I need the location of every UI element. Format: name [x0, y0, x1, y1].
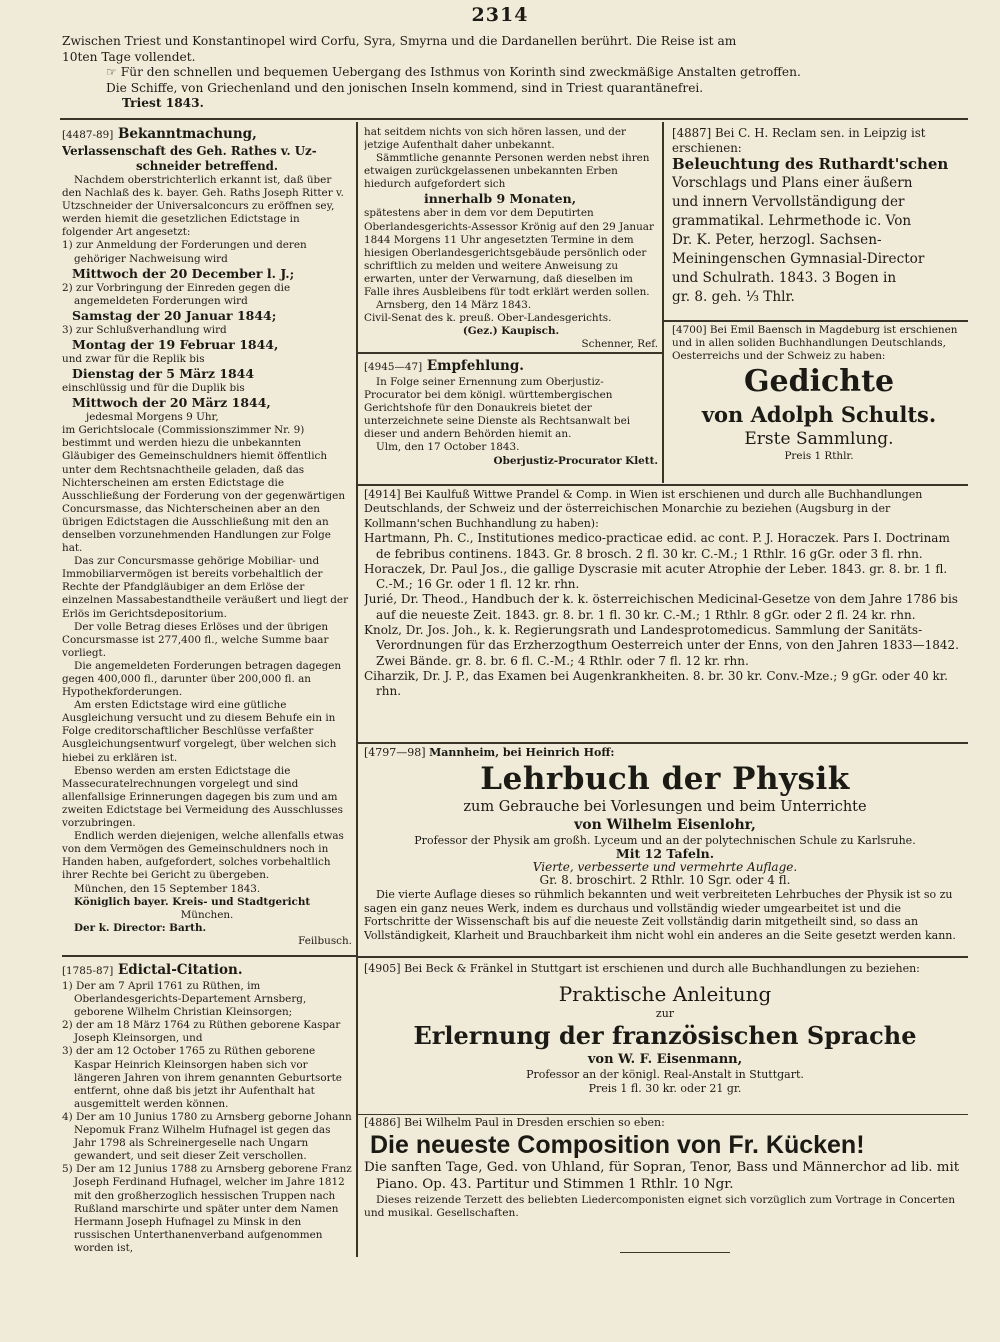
notice-date: Samstag der 20 Januar 1844;: [72, 307, 277, 323]
physik-professor: Professor der Physik am großh. Lyceum und an der polytechnischen Schule zu Karlsruhe.: [414, 833, 916, 847]
citation-ref: [1785-87]: [62, 965, 114, 977]
kuecken-entry: Die sanften Tage, Ged. von Uhland, für Sopran, Tenor, Bass und Männerchor ad lib. mit Piano. Op. 43. Partitur und Stimmen 1 Rthlr. 10 Ngr.: [364, 1160, 960, 1192]
shipping-line-1: Zwischen Triest und Konstantinopel wird Corfu, Syra, Smyrna und die Dardanellen berührt. Die Reise ist am: [62, 34, 737, 48]
recommendation-ref: [4945—47]: [364, 361, 423, 373]
right-column: [672, 126, 966, 318]
reclam-title-4: grammatikal. Lehrmethode ic. Von: [672, 213, 912, 230]
franzoesisch-ref: [4905]: [364, 962, 401, 975]
wien-advertisement: [364, 488, 966, 740]
right-section-rule: [664, 320, 968, 322]
wide-rule-4: [358, 1114, 968, 1115]
notice-court: Königlich bayer. Kreis- und Stadtgericht: [74, 895, 311, 908]
citation-date-line: Arnsberg, den 14 März 1843.: [376, 299, 532, 312]
kuecken-title: Die neueste Composition von Fr. Kücken!: [370, 1131, 865, 1159]
reclam-title-5: Dr. K. Peter, herzogl. Sachsen-: [672, 232, 882, 249]
citation-item: 5) Der am 12 Junius 1788 zu Arnsberg geborene Franz Joseph Ferdinand Hufnagel, welcher im Jahre 1812 mit den großherzoglich hessischen Truppen nach Rußland marschirte und später unter dem Namen Hermann Joseph Hufnagel zu Minsk in den russischen Unterthanenverband aufgenommen worden ist,: [62, 1163, 352, 1254]
notice-item: jedesmal Morgens 9 Uhr,: [86, 411, 219, 424]
citation-signature-2: Schenner, Ref.: [581, 338, 658, 350]
middle-column-lower: [364, 358, 658, 482]
reclam-ref: [4887]: [672, 126, 712, 140]
physik-price: Gr. 8. broschirt. 2 Rthlr. 10 Sgr. oder 4 fl.: [539, 873, 791, 888]
book-entry: Ciharzik, Dr. J. P., das Examen bei Augenkrankheiten. 8. br. 30 kr. Conv.-Mze.; 9 gGr. oder 40 kr. rhn.: [364, 668, 948, 699]
physik-subtitle: zum Gebrauche bei Vorlesungen und beim Unterrichte: [463, 798, 867, 815]
wide-rule-1: [358, 484, 968, 486]
notice-paragraph: Am ersten Edictstage wird eine gütliche Ausgleichung versucht und zu diesem Behufe ein in Folge creditorschaftlicher Beschlüsse verfaßter Ausgleichungsentwurf vorgelegt, über welchen sich hiebei zu erklären ist.: [62, 699, 337, 764]
gedichte-price: Preis 1 Rthlr.: [784, 450, 854, 463]
book-entry: Horaczek, Dr. Paul Jos., die gallige Dyscrasie mit acuter Atrophie der Leber. 1843. gr. 8. br. 1 fl. C.-M.; 16 Gr. oder 1 fl. 12 kr. rhn.: [364, 561, 948, 592]
left-section-rule: [62, 955, 356, 957]
reclam-title-1: Beleuchtung des Ruthardt'schen: [672, 155, 949, 174]
wien-intro: Bei Kaulfuß Wittwe Prandel & Comp. in Wien ist erschienen und durch alle Buchhandlungen Deutschlands, der Schweiz und der österreichischen Monarchie zu beziehen (Augsburg in der Kollmann'schen Buchhandlung zu haben):: [364, 488, 923, 530]
notice-title: Bekanntmachung,: [118, 126, 257, 142]
kuecken-description: Dieses reizende Terzett des beliebten Liedercomponisten eignet sich vorzüglich zum Vortrage in Concerten und musikal. Gesellschaften.: [364, 1193, 956, 1220]
book-entry: Jurié, Dr. Theod., Handbuch der k. k. österreichischen Medicinal-Gesetze von dem Jahre 1786 bis auf die neueste Zeit. 1843. gr. 8. br. 1 fl. 30 kr. C.-M.; 1 Rthlr. 8 gGr. oder 2 fl. 24 kr. rhn.: [364, 592, 958, 622]
physik-author: von Wilhelm Eisenlohr,: [574, 816, 756, 833]
baensch-ref: [4700]: [672, 324, 707, 336]
citation-title: Edictal-Citation.: [118, 962, 243, 978]
notice-date: Montag der 19 Februar 1844,: [72, 336, 279, 352]
header-rule: [60, 118, 968, 120]
citation-signature: (Gez.) Kaupisch.: [462, 325, 560, 338]
left-column-lower: [62, 962, 352, 1258]
franzoesisch-professor: Professor an der königl. Real-Anstalt in Stuttgart.: [526, 1068, 804, 1081]
franzoesisch-author: von W. F. Eisenmann,: [587, 1052, 743, 1067]
recommendation-date: Ulm, den 17 October 1843.: [376, 441, 520, 454]
reclam-intro: Bei C. H. Reclam sen. in Leipzig ist erschienen:: [672, 126, 926, 155]
shipping-notice: [62, 34, 966, 112]
shipping-line-4: Die Schiffe, von Griechenland und den jonischen Inseln kommend, sind in Triest quarantänefrei.: [106, 80, 704, 95]
physik-edition: Vierte, verbesserte und vermehrte Auflage.: [532, 859, 798, 874]
citation-court: Civil-Senat des k. preuß. Ober-Landesgerichts.: [364, 312, 612, 325]
reclam-title-2: Vorschlags und Plans einer äußern: [672, 175, 913, 192]
physik-plates: Mit 12 Tafeln.: [615, 846, 715, 862]
notice-item: und zwar für die Replik bis: [62, 352, 205, 365]
recommendation-title: Empfehlung.: [426, 358, 524, 374]
citation-paragraph: spätestens aber in dem vor dem Deputirten Oberlandesgerichts-Assessor Krönig auf den 29 Januar 1844 Morgens 11 Uhr angesetzten Termine in dem hiesigen Oberlandesgerichtsgebäude persönlich oder schriftlich zu melden und weitere Anweisung zu erwarten, unter der Verwarnung, daß dieselben im Falle ihres Ausbleibens für todt erklärt werden sollen.: [364, 207, 654, 299]
reclam-title-8: gr. 8. geh. ⅓ Thlr.: [672, 289, 795, 306]
notice-subject-1: Verlassenschaft des Geh. Rathes v. Uz-: [62, 144, 317, 158]
physik-intro: Mannheim, bei Heinrich Hoff:: [429, 746, 615, 759]
gedichte-title: Gedichte: [743, 364, 895, 400]
physik-advertisement: [364, 746, 966, 954]
column-rule-right: [662, 122, 664, 483]
notice-paragraph: Die angemeldeten Forderungen betragen dagegen gegen 400,000 fl., darunter über 200,000 fl. an Hypothekforderungen.: [62, 659, 342, 699]
franzoesisch-title-3: Erlernung der französischen Sprache: [413, 1021, 917, 1050]
column-rule-left: [356, 122, 358, 1257]
notice-ref: [4487-89]: [62, 129, 114, 141]
notice-date: Mittwoch der 20 März 1844,: [72, 395, 271, 411]
notice-item: 3) zur Schlußverhandlung wird: [62, 323, 227, 336]
physik-title: Lehrbuch der Physik: [480, 760, 850, 797]
reclam-title-6: Meiningenschen Gymnasial-Director: [672, 251, 925, 268]
notice-date: Mittwoch der 20 December l. J.;: [72, 265, 295, 281]
citation-item: 2) der am 18 März 1764 zu Rüthen geborene Kaspar Joseph Kleinsorgen, und: [62, 1019, 341, 1045]
left-column: [62, 126, 352, 952]
book-entry: Knolz, Dr. Jos. Joh., k. k. Regierungsrath und Landesprotomedicus. Sammlung der Sanitäts-Verordnungen für das Erzherzogthum Oesterreich unter der Enns, von den Jahren 1833—1842. Zwei Bände. gr. 8. br. 6 fl. C.-M.; 4 Rthlr. oder 7 fl. 12 kr. rhn.: [364, 623, 959, 668]
wide-rule-3: [358, 956, 968, 958]
franzoesisch-price: Preis 1 fl. 30 kr. oder 21 gr.: [588, 1082, 742, 1095]
notice-signature: Feilbusch.: [298, 934, 352, 947]
notice-paragraph: im Gerichtslocale (Commissionszimmer Nr. 9) bestimmt und werden hiezu die unbekannten Gläubiger des Gemeinschuldners hiemit öffentlich unter dem Rechtsnachtheile geladen, daß das Nichterscheinen am ersten Edictstage die Ausschließung der Forderung von der gegenwärtigen Concursmasse, das Nichterscheinen aber an den übrigen Edictstagen die Ausschließung mit den an denselben vorzunehmenden Handlungen zur Folge hat.: [62, 424, 346, 555]
notice-director: Der k. Director: Barth.: [74, 921, 207, 934]
middle-column: [364, 126, 658, 350]
notice-subject-2: schneider betreffend.: [135, 159, 279, 173]
citation-continued: hat seitdem nichts von sich hören lassen, und der jetzige Aufenthalt daher unbekannt.: [364, 126, 627, 152]
notice-item: 2) zur Vorbringung der Einreden gegen die angemeldeten Forderungen wird: [62, 281, 291, 307]
shipping-line-3: ☞ Für den schnellen und bequemen Uebergang des Isthmus von Korinth sind zweckmäßige Anstalten getroffen.: [106, 65, 801, 80]
notice-paragraph: Nachdem oberstrichterlich erkannt ist, daß über den Nachlaß des k. bayer. Geh. Raths Joseph Ritter v. Utzschneider der Universalconcurs zu eröffnen sey, werden hiemit die gesetzlichen Edictstage in folgender Art angesetzt:: [62, 174, 344, 239]
citation-item: 4) Der am 10 Junius 1780 zu Arnsberg geborne Johann Nepomuk Franz Wilhelm Hufnagel ist gegen das Jahr 1798 als Schreinergeselle nach Ungarn gewandert, und seit dieser Zeit verschollen.: [62, 1110, 352, 1163]
citation-item: 1) Der am 7 April 1761 zu Rüthen, im Oberlandesgerichts-Departement Arnsberg, geborene Wilhelm Christian Kleinsorgen;: [62, 980, 307, 1019]
baensch-intro: Bei Emil Baensch in Magdeburg ist erschienen und in allen soliden Buchhandlungen Deutschlands, Oesterreichs und der Schweiz zu haben:: [672, 324, 958, 363]
physik-description: Die vierte Auflage dieses so rühmlich bekannten und weit verbreiteten Lehrbuches der Physik ist so zu sagen ein ganz neues Werk, indem es durchaus und vollständig wieder umgearbeitet ist und die Fortschritte der Wissenschaft bis auf die neueste Zeit vollständig darin mitgetheilt sind, so dass an Vollständigkeit, Klarheit und Brauchbarkeit ihm nicht wohl ein anderes an die Seite gesetzt werden kann.: [364, 887, 956, 942]
citation-paragraph: Sämmtliche genannte Personen werden nebst ihren etwaigen zurückgelassenen unbekannten Erben hiedurch aufgefordert sich: [364, 152, 650, 191]
page-number: 2314: [471, 4, 529, 26]
right-column-lower: [672, 324, 966, 482]
notice-date: Dienstag der 5 März 1844: [72, 366, 255, 382]
recommendation-signature: Oberjustiz-Procurator Klett.: [493, 454, 658, 467]
reclam-title-7: und Schulrath. 1843. 3 Bogen in: [672, 270, 897, 287]
notice-item: 1) zur Anmeldung der Forderungen und deren gehöriger Nachweisung wird: [62, 239, 307, 265]
notice-item: einschlüssig und für die Duplik bis: [62, 382, 245, 395]
wide-rule-2: [358, 742, 968, 744]
end-rule: [620, 1252, 730, 1253]
notice-paragraph: Der volle Betrag dieses Erlöses und der übrigen Concursmasse ist 277,400 fl., welche Summe baar vorliegt.: [62, 620, 329, 659]
wien-ref: [4914]: [364, 488, 401, 501]
notice-paragraph: Ebenso werden am ersten Edictstage die Massecuratelrechnungen vorgelegt und sind allenfallsige Erinnerungen dagegen bis zum und am zweiten Edictstage bei Vermeidung des Ausschlusses vorzubringen.: [62, 764, 343, 830]
shipping-line-5: Triest 1843.: [122, 96, 204, 111]
shipping-line-2: 10ten Tage vollendet.: [62, 49, 196, 64]
kuecken-intro: Bei Wilhelm Paul in Dresden erschien so eben:: [404, 1116, 665, 1129]
notice-paragraph: Das zur Concursmasse gehörige Mobiliar- und Immobiliarvermögen ist bereits vorbehaltlich der Rechte der Pfandgläubiger an dem Erlöse der einzelnen Massabestandtheile veräußert und liegt der Erlös im Gerichtsdepositorium.: [62, 555, 349, 620]
middle-section-rule: [358, 352, 662, 354]
citation-deadline: innerhalb 9 Monaten,: [424, 191, 577, 207]
citation-item: 3) der am 12 October 1765 zu Rüthen geborene Kaspar Heinrich Kleinsorgen haben sich vor längeren Jahren von ihrem genannten Geburtsorte entfernt, ohne daß bis jetzt ihr Aufenthalt hat ausgemittelt werden können.: [62, 1045, 342, 1110]
gedichte-edition: Erste Sammlung.: [744, 429, 894, 450]
franzoesisch-title-2: zur: [655, 1007, 675, 1020]
gedichte-author: von Adolph Schults.: [701, 402, 937, 428]
recommendation-paragraph: In Folge seiner Ernennung zum Oberjustiz-Procurator bei dem königl. württembergischen Gerichtshofe für den Donaukreis bietet der unterzeichnete seine Dienste als Rechtsanwalt bei dieser und andern Behörden hiemit an.: [364, 376, 631, 441]
kuecken-ref: [4886]: [364, 1116, 401, 1129]
reclam-title-3: und innern Vervollständigung der: [672, 194, 905, 211]
franzoesisch-title-1: Praktische Anleitung: [558, 982, 772, 1006]
book-entry: Hartmann, Ph. C., Institutiones medico-practicae edid. ac cont. P. J. Horaczek. Pars I. Doctrinam de febribus continens. 1843. Gr. 8 brosch. 2 fl. 30 kr. C.-M.; 1 Rthlr. 16 gGr. oder 3 fl. rhn.: [364, 531, 950, 561]
notice-paragraph: Endlich werden diejenigen, welche allenfalls etwas von dem Vermögen des Gemeinschuldners noch in Handen haben, aufgefordert, solches vorbehaltlich ihrer Rechte bei Gericht zu übergeben.: [62, 830, 344, 882]
notice-court-city: München.: [180, 908, 234, 921]
franzoesisch-intro: Bei Beck & Fränkel in Stuttgart ist erschienen und durch alle Buchhandlungen zu beziehen:: [404, 962, 920, 975]
physik-ref: [4797—98]: [364, 746, 426, 759]
kuecken-advertisement: [364, 1116, 966, 1252]
franzoesisch-advertisement: [364, 962, 966, 1112]
notice-date-line: München, den 15 September 1843.: [74, 882, 261, 895]
